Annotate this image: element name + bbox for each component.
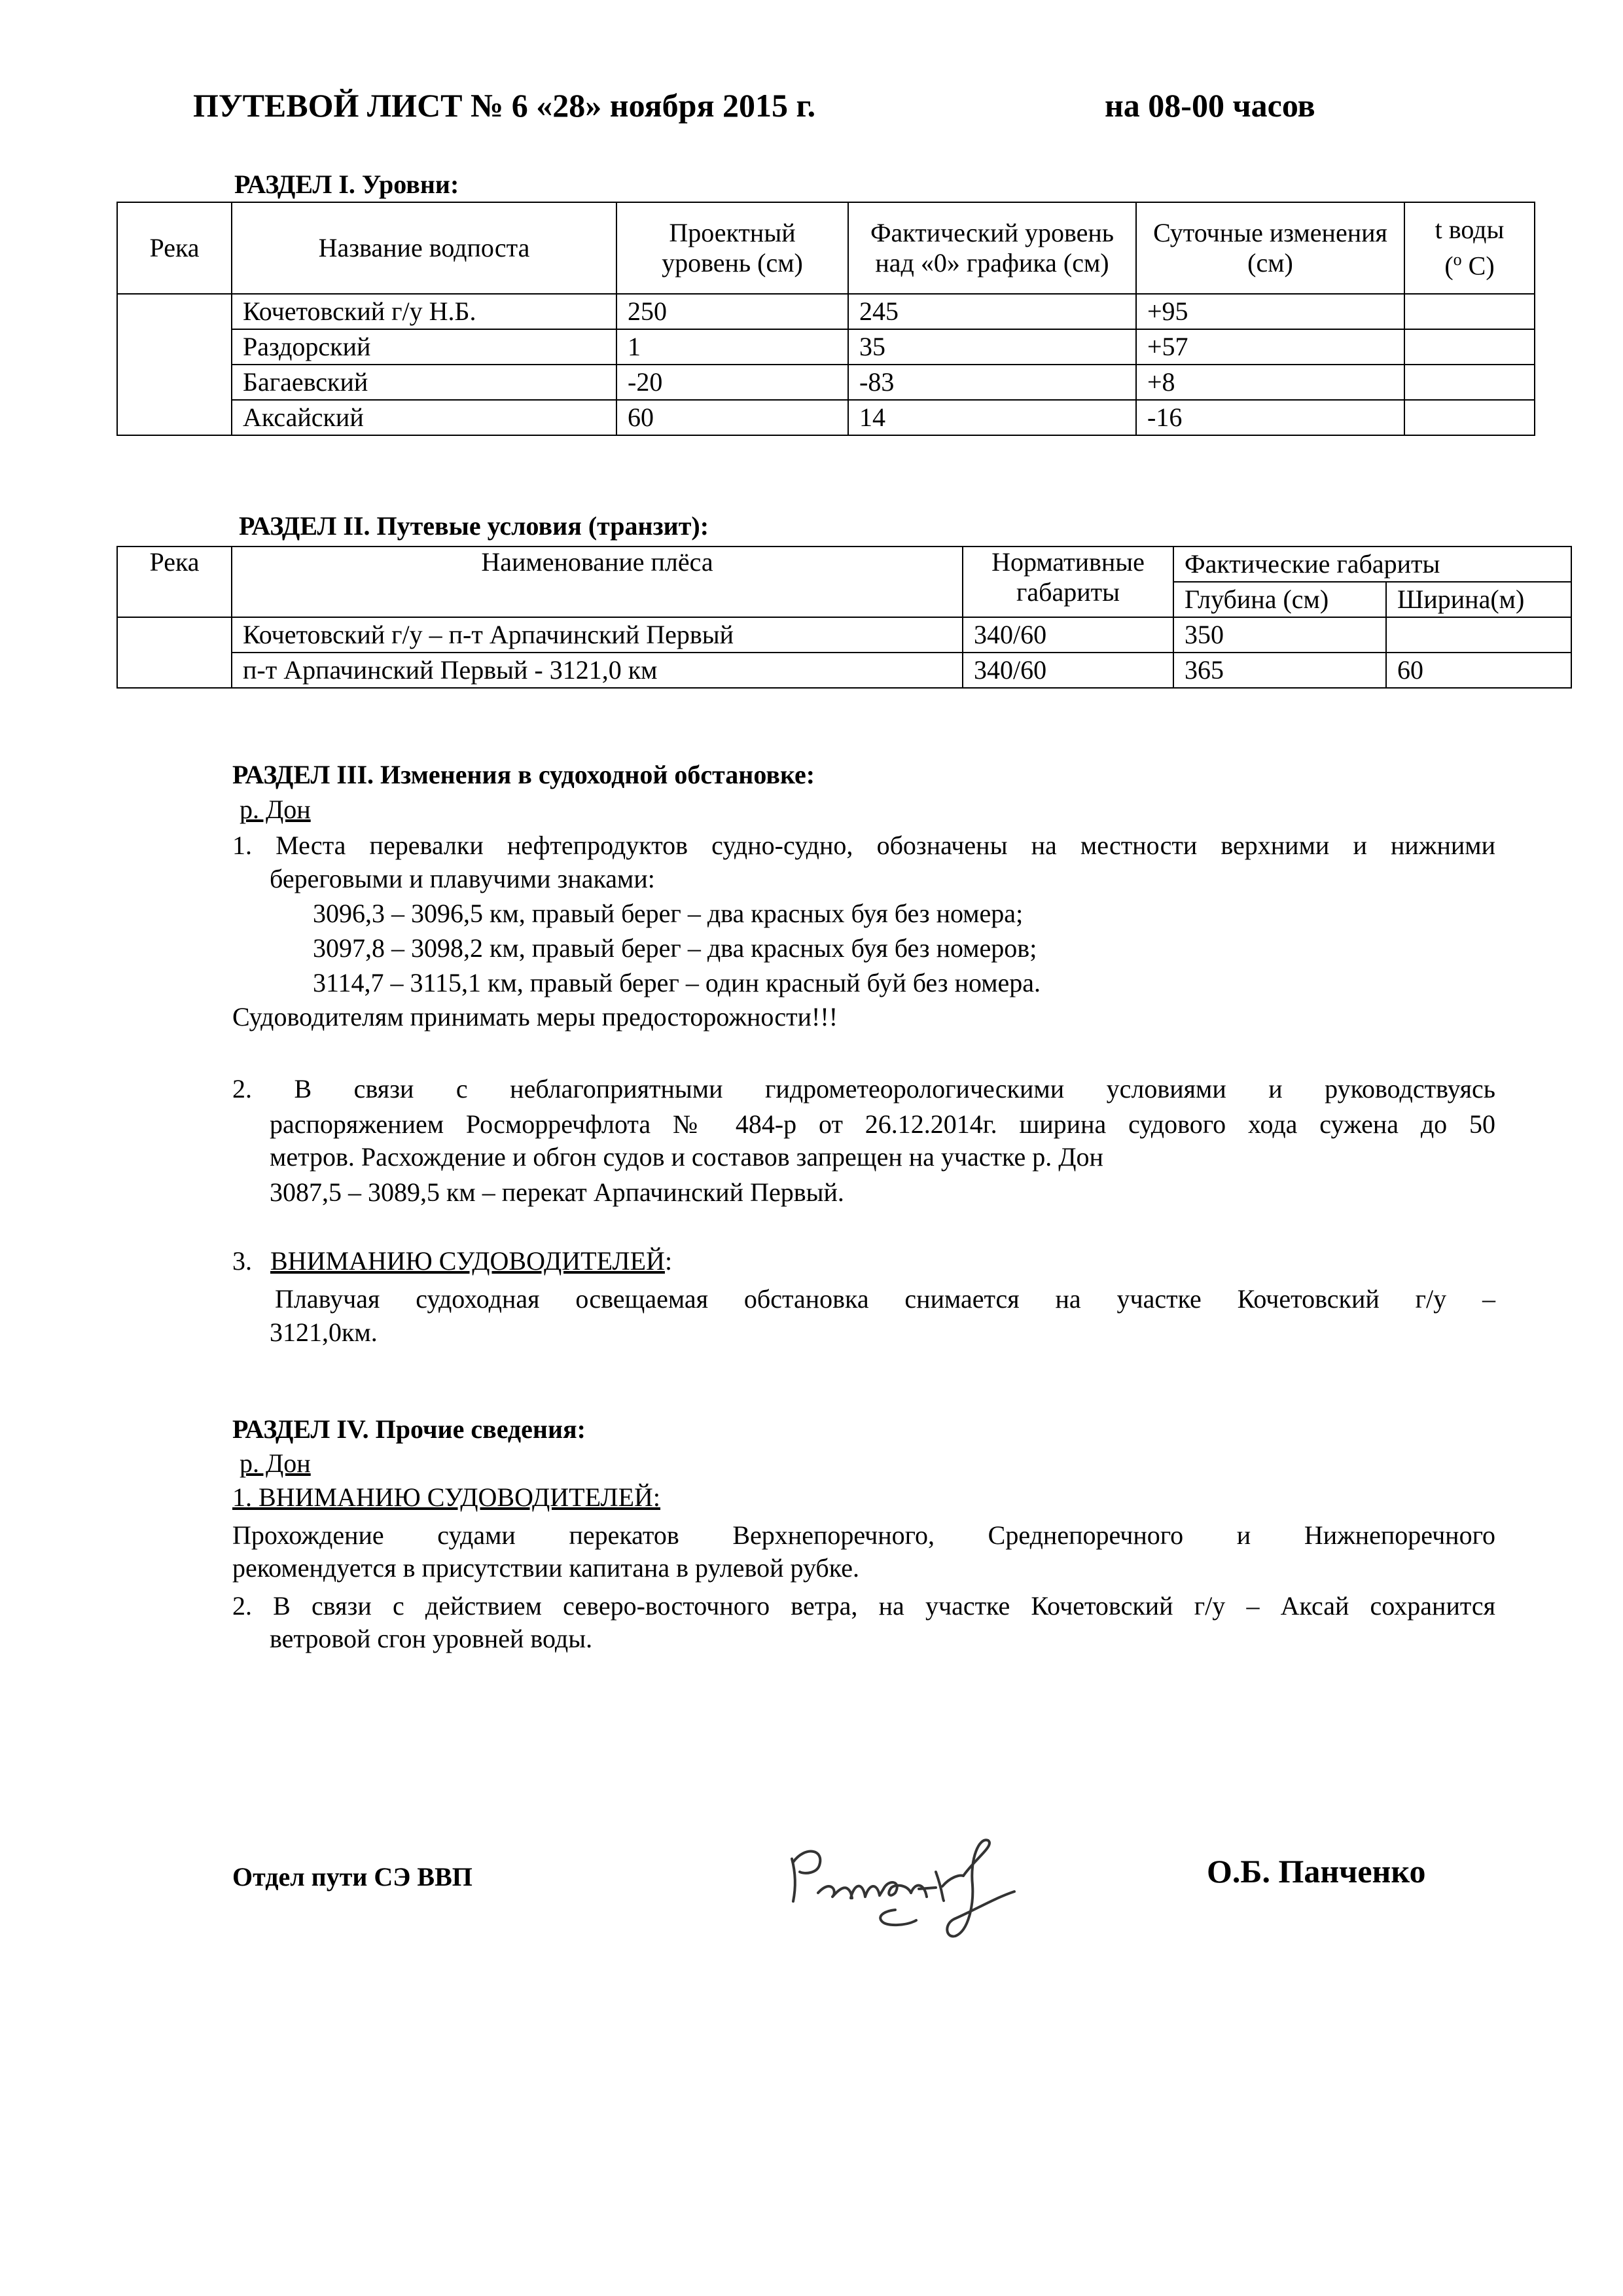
section3-item3-number: 3. bbox=[232, 1246, 252, 1276]
width-cell: 60 bbox=[1386, 653, 1571, 688]
design-cell: 60 bbox=[616, 400, 848, 435]
list-item: 3114,7 – 3115,1 км, правый берег – один красный буй без номера. bbox=[313, 968, 1041, 997]
section4-attention-label: 1. ВНИМАНИЮ СУДОВОДИТЕЛЕЙ: bbox=[232, 1482, 661, 1512]
document-time: на 08-00 часов bbox=[1105, 87, 1315, 124]
col-depth: Глубина (см) bbox=[1173, 582, 1386, 617]
col-water-temp-unit: ($^o$ С) bbox=[1444, 250, 1495, 281]
section4-item2-line2: ветровой сгон уровней воды. bbox=[270, 1624, 593, 1653]
col-actual-level: Фактический уровень над «0» графика (см) bbox=[848, 202, 1136, 294]
table-row bbox=[117, 617, 1571, 653]
table-row bbox=[117, 329, 1535, 365]
post-cell: Багаевский bbox=[232, 365, 616, 400]
list-item: 3097,8 – 3098,2 км, правый берег – два красных буя без номеров; bbox=[313, 933, 1037, 963]
section4-item2-line1: 2. В связи с действием северо-восточного ветра, на участке Кочетовский г/у – Аксай сохранится bbox=[232, 1591, 1495, 1621]
reach-cell: Кочетовский г/у – п-т Арпачинский Первый bbox=[232, 617, 963, 653]
section1-heading: РАЗДЕЛ I. Уровни: bbox=[234, 170, 459, 199]
actual-cell: 14 bbox=[848, 400, 1136, 435]
col-post-name: Название водпоста bbox=[232, 202, 616, 294]
design-cell: 250 bbox=[616, 294, 848, 329]
col-actual-dimensions: Фактические габариты bbox=[1173, 547, 1571, 582]
col-water-temp-label: t воды bbox=[1435, 215, 1505, 245]
section3-river: р. Дон bbox=[240, 795, 311, 824]
design-cell: 1 bbox=[616, 329, 848, 365]
col-river: Река bbox=[117, 202, 232, 294]
post-cell: Кочетовский г/у Н.Б. bbox=[232, 294, 616, 329]
section4-item1-line1: Прохождение судами перекатов Верхнепоречного, Среднепоречного и Нижнепоречного bbox=[232, 1520, 1495, 1550]
col-width: Ширина(м) bbox=[1386, 582, 1571, 617]
river-cell bbox=[117, 294, 232, 435]
signer-name: О.Б. Панченко bbox=[1207, 1853, 1426, 1890]
document-title: ПУТЕВОЙ ЛИСТ № 6 «28» ноября 2015 г. bbox=[193, 87, 816, 124]
section3-item2-line3: метров. Расхождение и обгон судов и составов запрещен на участке р. Дон bbox=[270, 1142, 1103, 1172]
transit-header-row bbox=[117, 547, 1571, 582]
section3-item3-title bbox=[232, 1246, 672, 1276]
change-cell: +57 bbox=[1136, 329, 1404, 365]
norm-cell: 340/60 bbox=[963, 617, 1173, 653]
table-row bbox=[117, 294, 1535, 329]
list-item: 3096,3 – 3096,5 км, правый берег – два красных буя без номера; bbox=[313, 899, 1024, 928]
section3-item2-line2: распоряжением Росморречфлота № 484-р от 26.12.2014г. ширина судового хода сужена до 50 bbox=[270, 1109, 1495, 1139]
transit-table bbox=[116, 546, 1572, 689]
col-norm-dimensions: Нормативные габариты bbox=[963, 547, 1173, 617]
col-daily-change: Суточные изменения (см) bbox=[1136, 202, 1404, 294]
levels-header-row bbox=[117, 202, 1535, 294]
col-design-level: Проектный уровень (см) bbox=[616, 202, 848, 294]
change-cell: +8 bbox=[1136, 365, 1404, 400]
section3-heading: РАЗДЕЛ III. Изменения в судоходной обстановке: bbox=[232, 760, 815, 789]
post-cell: Аксайский bbox=[232, 400, 616, 435]
norm-cell: 340/60 bbox=[963, 653, 1173, 688]
actual-cell: 35 bbox=[848, 329, 1136, 365]
temp-cell bbox=[1404, 365, 1535, 400]
temp-cell bbox=[1404, 400, 1535, 435]
caution-text: Судоводителям принимать меры предосторожности!!! bbox=[232, 1002, 838, 1031]
col-river: Река bbox=[117, 547, 232, 617]
department-label: Отдел пути СЭ ВВП bbox=[232, 1862, 473, 1892]
change-cell: +95 bbox=[1136, 294, 1404, 329]
temp-cell bbox=[1404, 329, 1535, 365]
river-cell bbox=[117, 617, 232, 688]
section3-item1-line2: береговыми и плавучими знаками: bbox=[270, 864, 655, 893]
post-cell: Раздорский bbox=[232, 329, 616, 365]
section3-item3-line1: Плавучая судоходная освещаемая обстановка снимается на участке Кочетовский г/у – bbox=[275, 1284, 1495, 1314]
change-cell: -16 bbox=[1136, 400, 1404, 435]
reach-cell: п-т Арпачинский Первый - 3121,0 км bbox=[232, 653, 963, 688]
depth-cell: 350 bbox=[1173, 617, 1386, 653]
col-water-temp bbox=[1404, 202, 1535, 294]
attention-label: ВНИМАНИЮ СУДОВОДИТЕЛЕЙ bbox=[270, 1246, 665, 1276]
levels-table bbox=[116, 202, 1535, 436]
actual-cell: 245 bbox=[848, 294, 1136, 329]
section2-heading: РАЗДЕЛ II. Путевые условия (транзит): bbox=[239, 511, 709, 541]
design-cell: -20 bbox=[616, 365, 848, 400]
table-row bbox=[117, 400, 1535, 435]
section4-river: р. Дон bbox=[240, 1448, 311, 1478]
col-reach-name: Наименование плёса bbox=[232, 547, 963, 617]
section3-item1-line1: 1. Места перевалки нефтепродуктов судно-судно, обозначены на местности верхними и нижними bbox=[232, 831, 1495, 860]
section4-heading: РАЗДЕЛ IV. Прочие сведения: bbox=[232, 1414, 586, 1444]
signature bbox=[779, 1833, 1054, 1944]
actual-cell: -83 bbox=[848, 365, 1136, 400]
section4-item1-line2: рекомендуется в присутствии капитана в рулевой рубке. bbox=[232, 1553, 859, 1583]
depth-cell: 365 bbox=[1173, 653, 1386, 688]
table-row bbox=[117, 365, 1535, 400]
temp-cell bbox=[1404, 294, 1535, 329]
section3-item3-line2: 3121,0км. bbox=[270, 1318, 378, 1347]
section3-item2-line4: 3087,5 – 3089,5 км – перекат Арпачинский Первый. bbox=[270, 1177, 844, 1207]
table-row bbox=[117, 653, 1571, 688]
section3-item2-line1: 2. В связи с неблагоприятными гидрометеорологическими условиями и руководствуясь bbox=[232, 1074, 1495, 1103]
width-cell bbox=[1386, 617, 1571, 653]
attention-colon: : bbox=[664, 1246, 673, 1276]
